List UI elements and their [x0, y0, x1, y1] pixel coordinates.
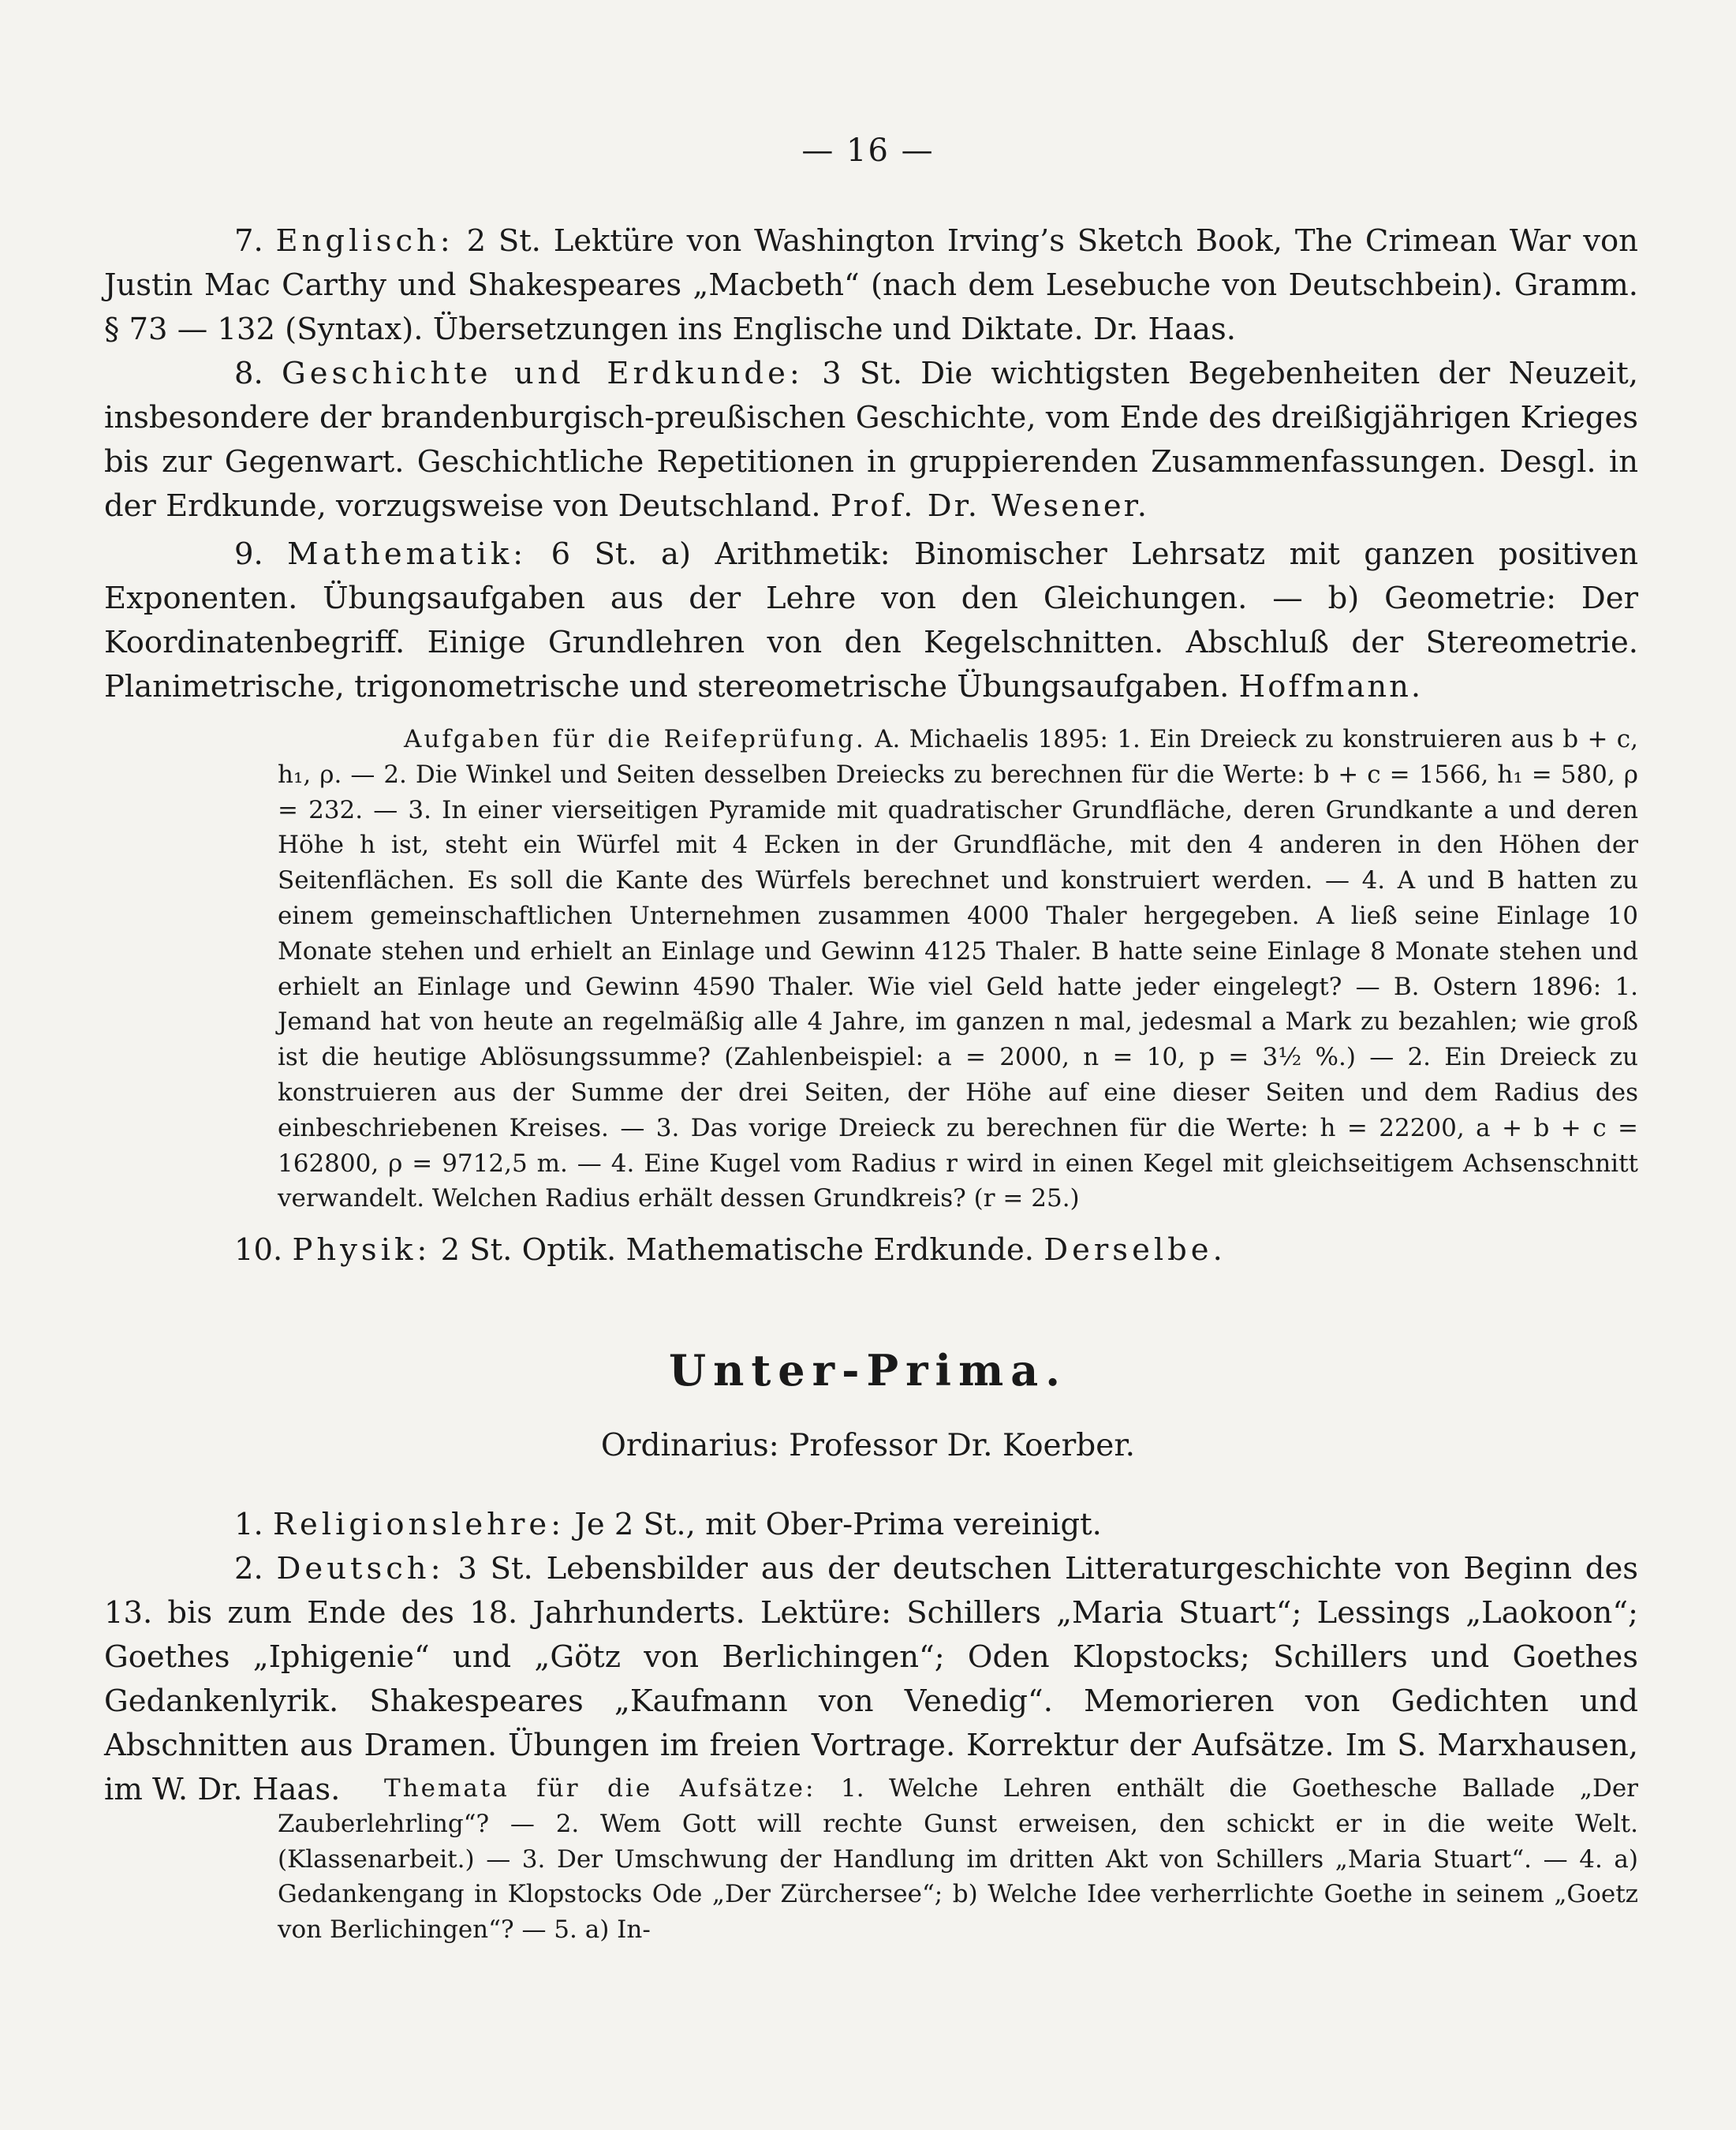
section-hours: 6 St.	[551, 536, 637, 572]
section-body: Lektüre von Washington Irving’s Sketch Book, The Crimean War von Justin Mac Carthy und Shakespeares „Macbeth“ (nach dem Lesebuche von Deutschbein). Gramm. § 73 — 132 (Syntax). Übersetzungen ins Englische und Diktate.	[104, 223, 1638, 347]
section-mathematik	[104, 532, 1638, 709]
section-hours: 2 St.	[440, 1232, 513, 1268]
section-religion	[104, 1503, 1638, 1547]
section-subject: Geschichte und Erdkunde:	[282, 356, 804, 391]
section-number: 7.	[234, 223, 263, 259]
themata-title: Themata für die Aufsätze:	[384, 1774, 816, 1803]
section-number: 9.	[234, 536, 263, 572]
section-hours: 2 St.	[466, 223, 541, 259]
section-subject: Deutsch:	[276, 1551, 445, 1586]
aufgaben-body: A. Michaelis 1895: 1. Ein Dreieck zu konstruieren aus b + c, h₁, ρ. — 2. Die Winkel und Seiten desselben Dreiecks zu berechnen für die Werte: b + c = 1566, h₁ = 580, ρ = 232. — 3. In einer vierseitigen Pyramide mit quadratischer Grundfläche, deren Grundkante a und deren Höhe h ist, steht ein Würfel mit 4 Ecken in der Grundfläche, mit den 4 anderen in den Höhen der Seitenflächen. Es soll die Kante des Würfels berechnet und konstruiert werden. — 4. A und B hatten zu einem gemeinschaftlichen Unternehmen zusammen 4000 Thaler hergegeben. A ließ seine Einlage 10 Monate stehen und erhielt an Einlage und Gewinn 4125 Thaler. B hatte seine Einlage 8 Monate stehen und erhielt an Einlage und Gewinn 4590 Thaler. Wie viel Geld hatte jeder eingelegt? — B. Ostern 1896: 1. Jemand hat von heute an regelmäßig alle 4 Jahre, im ganzen n mal, jedesmal a Mark zu bezahlen; wie groß ist die heutige Ablösungssumme? (Zahlenbeispiel: a = 2000, n = 10, p = 3½ %.) — 2. Ein Dreieck zu konstruieren aus der Summe der drei Seiten, der Höhe auf eine dieser Seiten und dem Radius des einbeschriebenen Kreises. — 3. Das vorige Dreieck zu berechnen für die Werte: h = 22200, a + b + c = 162800, ρ = 9712,5 m. — 4. Eine Kugel vom Radius r wird in einen Kegel mit gleichseitigem Achsenschnitt verwandelt. Welchen Radius erhält dessen Grundkreis? (r = 25.)	[278, 725, 1638, 1213]
section-number: 1.	[234, 1507, 263, 1542]
section-subject: Religionslehre:	[272, 1507, 566, 1542]
section-teacher: Derselbe.	[1043, 1232, 1226, 1268]
section-heading: Unter-Prima.	[668, 1345, 1067, 1396]
themata-body: 1. Welche Lehren enthält die Goethesche Ballade „Der Zauberlehrling“? — 2. Wem Gott will rechte Gunst erweisen, den schickt er in die weite Welt. (Klassenarbeit.) — 3. Der Umschwung der Handlung im dritten Akt von Schillers „Maria Stuart“. — 4. a) Gedankengang in Klopstocks Ode „Der Zürchersee“; b) Welche Idee verherrlichte Goethe in seinem „Goetz von Berlichingen“? — 5. a) In-	[278, 1774, 1638, 1945]
aufgaben-title: Aufgaben für die Reifeprüfung.	[404, 725, 866, 753]
section-body: Optik. Mathematische Erdkunde.	[521, 1232, 1034, 1268]
section-subject: Physik:	[292, 1232, 431, 1268]
section-subject: Englisch:	[275, 223, 454, 259]
ordinarius-line: Ordinarius: Professor Dr. Koerber.	[600, 1428, 1136, 1463]
section-teacher: Prof. Dr. Wesener.	[830, 488, 1150, 524]
section-number: 8.	[234, 356, 263, 391]
aufgaben-reifepruefung	[278, 722, 1638, 1216]
section-subject: Mathematik:	[287, 536, 528, 572]
section-teacher: Hoffmann.	[1238, 669, 1424, 704]
page-number: — 16 —	[801, 133, 935, 169]
section-physik	[104, 1228, 1638, 1272]
section-body: Je 2 St., mit Ober-Prima vereinigt.	[574, 1507, 1102, 1542]
section-body: a) Arithmetik: Binomischer Lehrsatz mit ganzen positiven Exponenten. Übungsaufgaben aus der Lehre von den Gleichungen. — b) Geometrie: Der Koordinatenbegriff. Einige Grundlehren von den Kegelschnitten. Abschluß der Stereometrie. Planimetrische, trigonometrische und stereometrische Übungsaufgaben.	[104, 536, 1639, 704]
section-teacher: Im S. Marxhausen, im W. Dr. Haas.	[104, 1728, 1638, 1807]
section-teacher: Dr. Haas.	[1092, 312, 1236, 347]
section-number: 10.	[234, 1232, 283, 1268]
section-hours: 3 St.	[457, 1551, 533, 1586]
section-hours: 3 St.	[822, 356, 902, 391]
themata-aufsaetze	[278, 1771, 1638, 1948]
section-geschichte	[104, 352, 1638, 529]
section-englisch	[104, 219, 1638, 352]
section-body: Lebensbilder aus der deutschen Litteraturgeschichte von Beginn des 13. bis zum Ende des 18. Jahrhunderts. Lektüre: Schillers „Maria Stuart“; Lessings „Laokoon“; Goethes „Iphigenie“ und „Götz von Berlichingen“; Oden Klopstocks; Schillers und Goethes Gedankenlyrik. Shakespeares „Kaufmann von Venedig“. Memorieren von Gedichten und Abschnitten aus Dramen. Übungen im freien Vortrage. Korrektur der Aufsätze.	[104, 1551, 1638, 1763]
section-body: Die wichtigsten Begebenheiten der Neuzeit, insbesondere der brandenburgisch-preußischen Geschichte, vom Ende des dreißigjährigen Krieges bis zur Gegenwart. Geschichtliche Repetitionen in gruppierenden Zusammenfassungen. Desgl. in der Erdkunde, vorzugsweise von Deutschland.	[104, 356, 1638, 524]
section-number: 2.	[234, 1551, 263, 1586]
